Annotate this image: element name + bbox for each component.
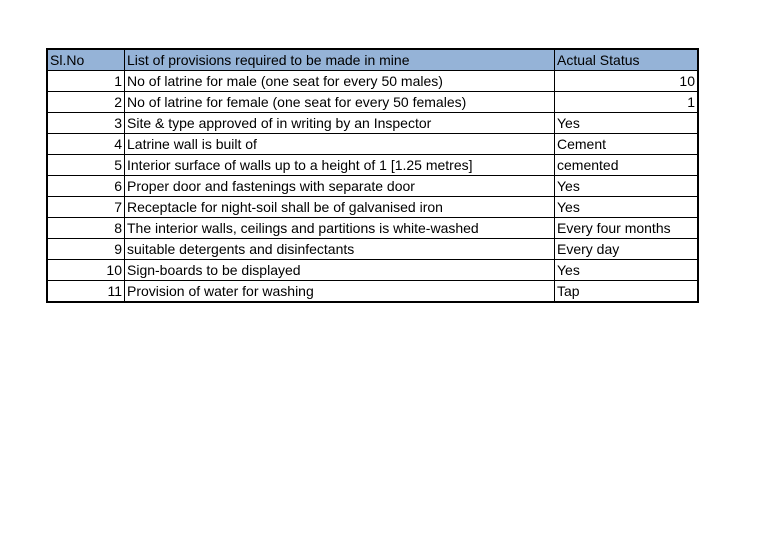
row-provision: No of latrine for female (one seat for every 50 females) [125,92,555,113]
row-sl-no: 1 [47,71,125,92]
table-row [47,71,698,92]
row-sl-no: 9 [47,239,125,260]
table-body [47,71,698,303]
provisions-table [46,48,699,303]
row-sl-no: 8 [47,218,125,239]
row-provision: Latrine wall is built of [125,134,555,155]
row-provision: Sign-boards to be displayed [125,260,555,281]
row-provision: Interior surface of walls up to a height of 1 [1.25 metres] [125,155,555,176]
row-actual-status: Tap [555,281,699,303]
row-sl-no: 6 [47,176,125,197]
row-actual-status: 1 [555,92,699,113]
row-actual-status: Yes [555,197,699,218]
row-actual-status: cemented [555,155,699,176]
table-row [47,281,698,303]
table-row [47,176,698,197]
header-sl-no: Sl.No [47,49,125,71]
table-row [47,239,698,260]
header-actual-status: Actual Status [555,49,699,71]
table-row [47,197,698,218]
row-provision: Site & type approved of in writing by an Inspector [125,113,555,134]
row-sl-no: 10 [47,260,125,281]
table-header-row [47,49,698,71]
header-provision: List of provisions required to be made in mine [125,49,555,71]
row-actual-status: Yes [555,113,699,134]
row-actual-status: Every four months [555,218,699,239]
row-sl-no: 7 [47,197,125,218]
table-row [47,218,698,239]
row-provision: Receptacle for night-soil shall be of galvanised iron [125,197,555,218]
row-provision: No of latrine for male (one seat for every 50 males) [125,71,555,92]
row-provision: Provision of water for washing [125,281,555,303]
row-sl-no: 3 [47,113,125,134]
row-sl-no: 11 [47,281,125,303]
row-sl-no: 5 [47,155,125,176]
table-row [47,155,698,176]
row-actual-status: 10 [555,71,699,92]
row-actual-status: Yes [555,260,699,281]
row-actual-status: Cement [555,134,699,155]
row-sl-no: 2 [47,92,125,113]
table-row [47,134,698,155]
row-provision: suitable detergents and disinfectants [125,239,555,260]
row-provision: Proper door and fastenings with separate door [125,176,555,197]
row-actual-status: Every day [555,239,699,260]
table-row [47,260,698,281]
row-sl-no: 4 [47,134,125,155]
table-row [47,92,698,113]
row-provision: The interior walls, ceilings and partitions is white-washed [125,218,555,239]
row-actual-status: Yes [555,176,699,197]
table-row [47,113,698,134]
